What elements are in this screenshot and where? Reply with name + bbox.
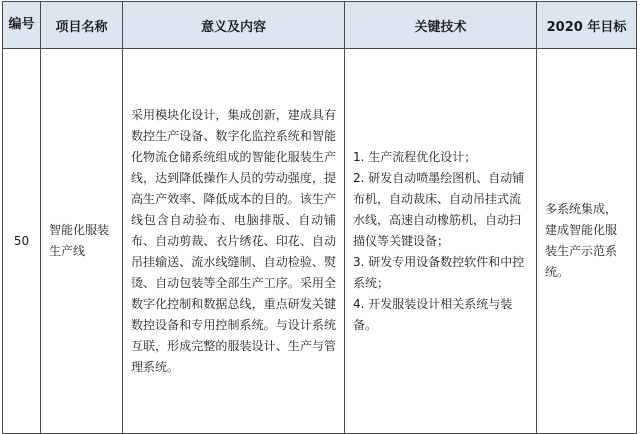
cell-goal: 多系统集成，建成智能化服装生产示范系统。: [537, 49, 637, 434]
table-row: [3, 49, 637, 434]
cell-tech: [345, 49, 537, 434]
header-num: 编号: [3, 2, 41, 49]
header-goal: 2020 年目标: [537, 2, 637, 49]
tech-item: 4. 开发服装设计相关系统与装备。: [353, 296, 513, 332]
tech-item: 1. 生产流程优化设计；: [353, 149, 477, 164]
tech-item: 3. 研发专用设备数控软件和中控系统；: [353, 254, 525, 290]
tech-item: 2. 研发自动喷墨绘图机、自动铺布机，自动裁床、自动吊挂式流水线，高速自动橡筋机，自动扫描仪等关键设备；: [353, 170, 525, 248]
table-header-row: [3, 2, 637, 49]
cell-name: 智能化服装生产线: [41, 49, 123, 434]
header-desc: 意义及内容: [123, 2, 345, 49]
cell-desc: 采用模块化设计，集成创新，建成具有数控生产设备、数字化监控系统和智能化物流仓储系统组成的智能化服装生产线，达到降低操作人员的劳动强度，提高生产效率、降低成本的目的。该生产线包含自动验布、电脑排版、自动铺布、自动剪裁、衣片绣花、印花、自动吊挂输送、流水线缝制、自动检验、熨烫、自动包装等全部生产工序。采用全数字化控制和数据总线，重点研发关键数控设备和专用控制系统。与设计系统互联，形成完整的服装设计、生产与管理系统。: [123, 49, 345, 434]
project-table: [2, 1, 637, 434]
header-tech: 关键技术: [345, 2, 537, 49]
header-name: 项目名称: [41, 2, 123, 49]
cell-num: 50: [3, 49, 41, 434]
